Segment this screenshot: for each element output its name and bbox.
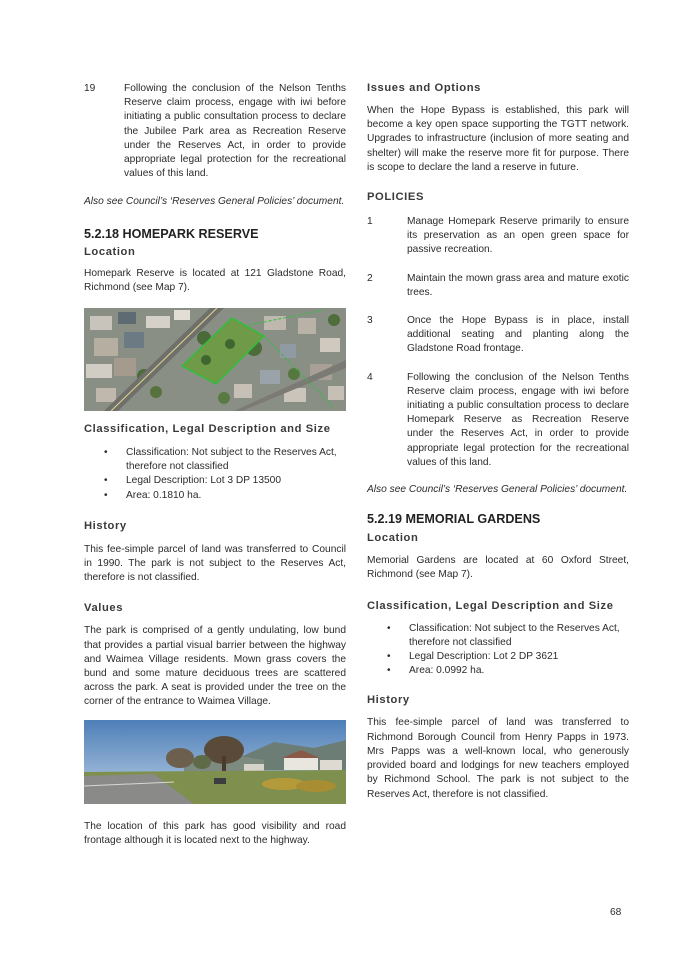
left-column (84, 82, 346, 848)
classification-item: • Classification: Not subject to the Reserves Act, therefore not classified (84, 446, 346, 474)
location-heading: Location (367, 532, 419, 545)
policy-item-3 (367, 314, 629, 357)
policy-number: 3 (367, 315, 373, 327)
history-heading: History (367, 694, 410, 707)
also-see-note: Also see Council’s ‘Reserves General Policies’ document. (367, 484, 628, 496)
policy-number: 2 (367, 272, 373, 284)
values-text: The park is comprised of a gently undulating, low bund that provides a partial visual barrier between the highway and Waimea Village residents. Mown grass covers the bund and some mature deciduous trees are scattered across the park. A seat is provided under the tree on the corner of the entrance to Waimea Village. (84, 625, 346, 708)
location-text: Homepark Reserve is located at 121 Gladstone Road, Richmond (see Map 7). (84, 267, 346, 293)
right-column (367, 82, 629, 802)
policy-text: Once the Hope Bypass is in place, install additional seating and planting along the Gladstone Road frontage. (407, 315, 629, 355)
history-heading: History (84, 519, 127, 532)
area-item: • Area: 0.0992 ha. (367, 664, 629, 678)
closing-text: The location of this park has good visibility and road frontage although it is located next to the highway. (84, 820, 346, 846)
street-view-image (84, 720, 346, 804)
aerial-photo (84, 308, 346, 416)
policy-item-19 (84, 82, 346, 181)
policies-heading: POLICIES (367, 191, 425, 204)
location-heading: Location (84, 245, 136, 258)
values-heading: Values (84, 602, 124, 615)
section-heading-homepark: 5.2.18 HOMEPARK RESERVE (84, 226, 259, 241)
classification-list (367, 622, 629, 679)
legal-description-item: • Legal Description: Lot 2 DP 3621 (367, 650, 629, 664)
policy-text: Maintain the mown grass area and mature exotic trees. (407, 272, 629, 298)
policy-text: Following the conclusion of the Nelson Tenths Reserve claim process, engage with iwi before initiating a public consultation process to declare Homepark Reserve as Recreation Reserve under the Reserves Act, in order to provide appropriate legal protection for the recreational values of this land. (407, 371, 629, 468)
policy-text: Following the conclusion of the Nelson Tenths Reserve claim process, engage with iwi before initiating a public consultation process to declare the Jubilee Park area as Recreation Reserve under the Reserves Act, in order to provide appropriate legal protection for the recreational values of this land. (124, 83, 346, 180)
policy-item-4 (367, 371, 629, 470)
classification-list (84, 446, 346, 503)
page-number: 68 (610, 907, 622, 918)
policy-item-2 (367, 272, 629, 300)
street-photo (84, 720, 346, 809)
section-heading-memorial: 5.2.19 MEMORIAL GARDENS (367, 512, 541, 527)
policy-item-1 (367, 215, 629, 258)
policy-number: 4 (367, 371, 373, 383)
policy-number: 1 (367, 216, 373, 228)
issues-heading: Issues and Options (367, 82, 481, 94)
aerial-map-image (84, 308, 346, 411)
issues-text: When the Hope Bypass is established, this park will become a key open space supporting the TGTT network. Upgrades to infrastructure (inclusion of more seating and shelter) will make the reserve more fit for purpose. There is scope to declare the land a reserve in future. (367, 105, 629, 173)
location-text: Memorial Gardens are located at 60 Oxford Street, Richmond (see Map 7). (367, 555, 629, 581)
area-item: • Area: 0.1810 ha. (84, 489, 346, 503)
legal-description-item: • Legal Description: Lot 3 DP 13500 (84, 474, 346, 488)
history-text: This fee-simple parcel of land was transferred to Richmond Borough Council from Henry Papps in 1973. Mrs Papps was a well-known local, who generously provided board and lodgings for new teachers employed by Richmond School. The park is not subject to the Reserves Act, therefore is not classified. (367, 717, 629, 800)
classification-heading: Classification, Legal Description and Size (84, 423, 331, 436)
classification-item: • Classification: Not subject to the Reserves Act, therefore not classified (367, 622, 629, 650)
history-text: This fee-simple parcel of land was transferred to Council in 1990. The park is not subject to the Reserves Act, therefore is not classified. (84, 543, 346, 584)
also-see-note: Also see Council’s ‘Reserves General Policies’ document. (84, 196, 345, 208)
policy-text: Manage Homepark Reserve primarily to ensure its preservation as an open green space for passive recreation. (407, 216, 629, 256)
policy-number: 19 (84, 83, 96, 94)
classification-heading: Classification, Legal Description and Size (367, 599, 614, 612)
